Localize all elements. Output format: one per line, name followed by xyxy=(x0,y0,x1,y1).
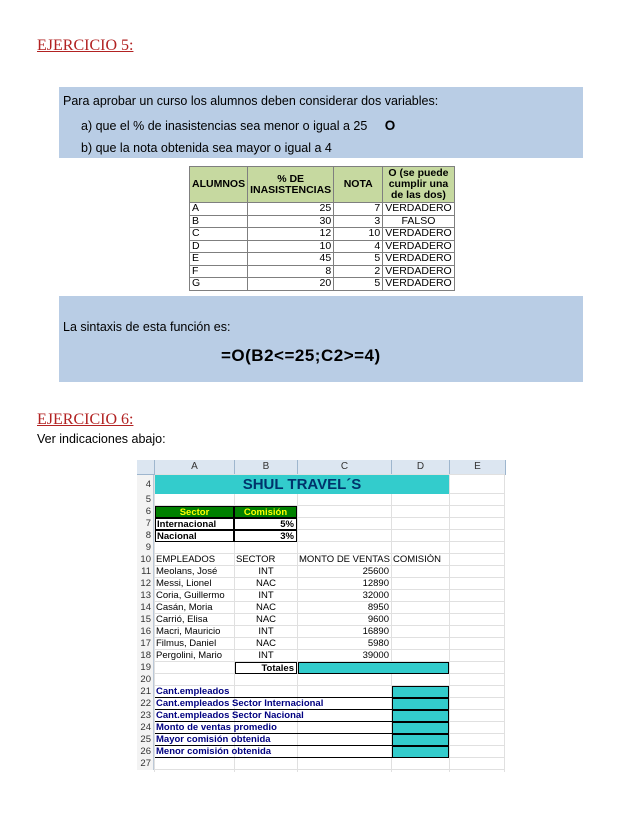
row-header[interactable]: 19 xyxy=(137,662,154,674)
row-header[interactable]: 6 xyxy=(137,506,154,518)
table-row xyxy=(190,278,455,291)
table-row xyxy=(190,215,455,228)
row-header[interactable]: 21 xyxy=(137,686,154,698)
employee-monto[interactable]: 25600 xyxy=(362,566,389,577)
employee-name[interactable]: Macri, Mauricio xyxy=(156,626,221,637)
totals-label[interactable]: Totales xyxy=(235,662,297,674)
employee-monto[interactable]: 8950 xyxy=(367,602,389,613)
ex5-cell: 5 xyxy=(334,253,383,266)
employee-monto[interactable]: 16890 xyxy=(362,626,389,637)
ex5-cell: 7 xyxy=(334,203,383,216)
data-header-comision[interactable]: COMISIÓN xyxy=(393,554,442,565)
employee-sector[interactable]: NAC xyxy=(255,638,277,649)
ex5-cell: 10 xyxy=(248,240,334,253)
employee-monto[interactable]: 39000 xyxy=(362,650,389,661)
commission-header-sector[interactable]: Sector xyxy=(155,506,234,518)
ex5-syntax-box xyxy=(59,296,583,382)
ex5-condition-b: b) que la nota obtenida sea mayor o igual a 4 xyxy=(81,141,332,155)
ex6-heading: EJERCICIO 6: xyxy=(37,411,134,428)
ex5-heading: EJERCICIO 5: xyxy=(37,37,134,54)
ex5-statement-box xyxy=(59,87,583,158)
ex5-cell: 20 xyxy=(248,278,334,291)
employee-sector[interactable]: INT xyxy=(258,566,274,577)
table-row xyxy=(190,240,455,253)
employee-sector[interactable]: INT xyxy=(258,650,274,661)
grid-line xyxy=(504,475,505,772)
ex5-cell: C xyxy=(190,228,248,241)
employee-sector[interactable]: NAC xyxy=(255,614,277,625)
ex5-cell: 30 xyxy=(248,215,334,228)
ex5-cell: E xyxy=(190,253,248,266)
ex5-table xyxy=(189,166,455,291)
summary-label[interactable]: Cant.empleados Sector Internacional xyxy=(155,698,392,710)
row-header[interactable]: 22 xyxy=(137,698,154,710)
ex5-cell: F xyxy=(190,265,248,278)
ex5-cell: 45 xyxy=(248,253,334,266)
summary-value-cell[interactable] xyxy=(392,698,449,710)
column-header-a[interactable]: A xyxy=(155,460,235,475)
employee-sector[interactable]: INT xyxy=(258,626,274,637)
row-header[interactable]: 4 xyxy=(137,475,154,494)
row-header[interactable]: 23 xyxy=(137,710,154,722)
row-header[interactable]: 11 xyxy=(137,566,154,578)
ex5-cell: 4 xyxy=(334,240,383,253)
row-header[interactable]: 27 xyxy=(137,758,154,770)
ex5-header-nota: NOTA xyxy=(334,167,383,203)
row-header[interactable]: 13 xyxy=(137,590,154,602)
ex5-cell: VERDADERO xyxy=(383,265,455,278)
row-header[interactable]: 9 xyxy=(137,542,154,554)
row-header[interactable]: 16 xyxy=(137,626,154,638)
employee-monto[interactable]: 32000 xyxy=(362,590,389,601)
employee-name[interactable]: Casán, Moria xyxy=(156,602,213,613)
ex5-cell: A xyxy=(190,203,248,216)
ex6-subtitle: Ver indicaciones abajo: xyxy=(37,432,166,446)
ex5-cell: 5 xyxy=(334,278,383,291)
row-header[interactable]: 7 xyxy=(137,518,154,530)
row-header[interactable]: 24 xyxy=(137,722,154,734)
ex5-cell: VERDADERO xyxy=(383,240,455,253)
commission-sector-internacional[interactable]: Internacional xyxy=(155,518,234,530)
row-header[interactable]: 10 xyxy=(137,554,154,566)
ex5-intro: Para aprobar un curso los alumnos deben considerar dos variables: xyxy=(63,94,439,108)
column-header-b[interactable]: B xyxy=(235,460,298,475)
table-row xyxy=(190,228,455,241)
ex5-cell: FALSO xyxy=(383,215,455,228)
ex5-condition-a-operator: O xyxy=(384,118,396,133)
commission-rate-nacional[interactable]: 3% xyxy=(234,530,297,542)
ex5-table-header-row xyxy=(190,167,455,203)
summary-label[interactable]: Cant.empleados xyxy=(155,686,392,698)
table-row xyxy=(190,253,455,266)
grid-line xyxy=(449,475,450,772)
ex5-cell: D xyxy=(190,240,248,253)
row-header[interactable]: 8 xyxy=(137,530,154,542)
ex5-cell: 8 xyxy=(248,265,334,278)
ex5-header-inasistencias: % DE INASISTENCIAS xyxy=(248,167,334,203)
row-header[interactable]: 15 xyxy=(137,614,154,626)
column-header-e[interactable]: E xyxy=(450,460,506,475)
ex5-cell: G xyxy=(190,278,248,291)
ex5-cell: 25 xyxy=(248,203,334,216)
employee-monto[interactable]: 12890 xyxy=(362,578,389,589)
employee-monto[interactable]: 5980 xyxy=(367,638,389,649)
employee-sector[interactable]: NAC xyxy=(255,602,277,613)
employee-name[interactable]: Meolans, José xyxy=(156,566,218,577)
ex5-header-o: O (se puede cumplir una de las dos) xyxy=(383,167,455,203)
employee-name[interactable]: Messi, Lionel xyxy=(156,578,212,589)
ex5-condition-a xyxy=(81,118,395,133)
employee-name[interactable]: Pergolini, Mario xyxy=(156,650,222,661)
column-header-d[interactable]: D xyxy=(392,460,450,475)
employee-sector[interactable]: INT xyxy=(258,590,274,601)
row-header[interactable]: 25 xyxy=(137,734,154,746)
summary-value-cell[interactable] xyxy=(392,746,449,758)
ex5-header-alumnos: ALUMNOS xyxy=(190,167,248,203)
ex5-cell: 12 xyxy=(248,228,334,241)
ex5-cell: 2 xyxy=(334,265,383,278)
ex5-condition-a-text: a) que el % de inasistencias sea menor o igual a 25 xyxy=(81,119,368,133)
data-header-empleados[interactable]: EMPLEADOS xyxy=(156,554,216,565)
ex5-cell: VERDADERO xyxy=(383,228,455,241)
commission-header-comision[interactable]: Comisión xyxy=(234,506,297,518)
row-header[interactable]: 5 xyxy=(137,494,154,506)
employee-sector[interactable]: NAC xyxy=(255,578,277,589)
employee-name[interactable]: Coria, Guillermo xyxy=(156,590,225,601)
ex5-cell: VERDADERO xyxy=(383,278,455,291)
row-header[interactable]: 26 xyxy=(137,746,154,758)
commission-rate-internacional[interactable]: 5% xyxy=(234,518,297,530)
data-header-sector[interactable]: SECTOR xyxy=(236,554,276,565)
row-header[interactable]: 20 xyxy=(137,674,154,686)
data-header-monto[interactable]: MONTO DE VENTAS xyxy=(299,554,390,565)
summary-value-cell[interactable] xyxy=(392,734,449,746)
summary-value-cell[interactable] xyxy=(392,686,449,698)
summary-value-cell[interactable] xyxy=(392,710,449,722)
table-row xyxy=(190,203,455,216)
table-row xyxy=(190,265,455,278)
ex5-cell: 3 xyxy=(334,215,383,228)
row-header[interactable]: 17 xyxy=(137,638,154,650)
row-header[interactable]: 12 xyxy=(137,578,154,590)
summary-label[interactable]: Monto de ventas promedio xyxy=(155,722,392,734)
ex5-cell: 10 xyxy=(334,228,383,241)
totals-monto-cell[interactable] xyxy=(298,662,449,674)
ex5-cell: B xyxy=(190,215,248,228)
summary-label[interactable]: Menor comisión obtenida xyxy=(155,746,392,758)
sheet-title: SHUL TRAVEL´S xyxy=(242,476,362,493)
ex5-formula: =O(B2<=25;C2>=4) xyxy=(221,346,381,365)
row-header[interactable]: 18 xyxy=(137,650,154,662)
row-header[interactable]: 14 xyxy=(137,602,154,614)
summary-label[interactable]: Cant.empleados Sector Nacional xyxy=(155,710,392,722)
ex6-spreadsheet xyxy=(137,460,505,772)
ex5-syntax-label: La sintaxis de esta función es: xyxy=(63,320,231,334)
ex5-cell: VERDADERO xyxy=(383,253,455,266)
ex5-cell: VERDADERO xyxy=(383,203,455,216)
column-header-c[interactable]: C xyxy=(298,460,392,475)
grid-line xyxy=(155,769,505,770)
select-all-corner[interactable] xyxy=(137,460,155,475)
summary-value-cell[interactable] xyxy=(392,722,449,734)
summary-label[interactable]: Mayor comisión obtenida xyxy=(155,734,392,746)
employee-name[interactable]: Carrió, Elisa xyxy=(156,614,208,625)
employee-name[interactable]: Filmus, Daniel xyxy=(156,638,217,649)
employee-monto[interactable]: 9600 xyxy=(367,614,389,625)
commission-sector-nacional[interactable]: Nacional xyxy=(155,530,234,542)
